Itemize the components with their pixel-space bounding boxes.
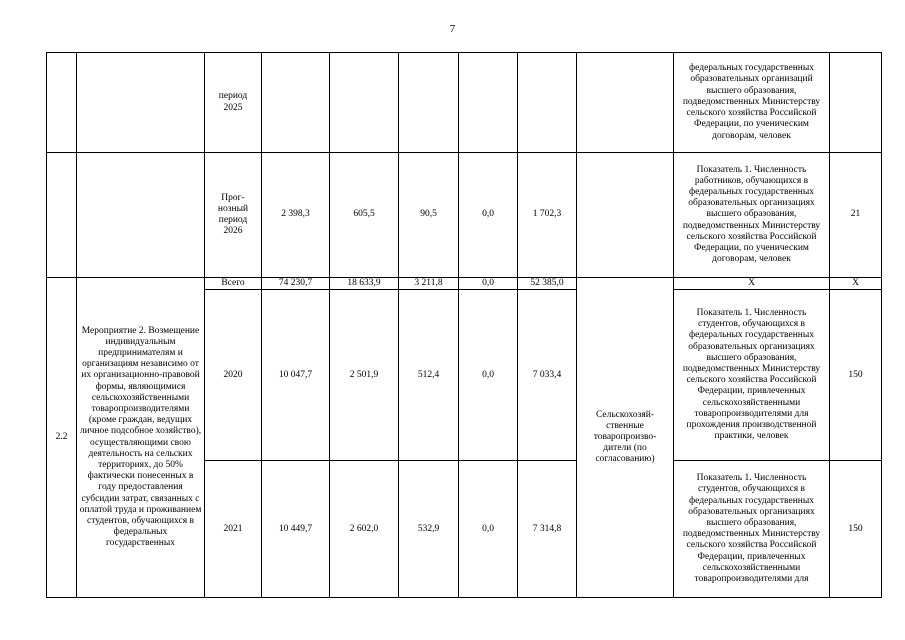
executor-cell — [577, 53, 674, 153]
indicator-value-cell — [830, 53, 882, 153]
total-cell: 2 398,3 — [262, 153, 330, 278]
measure-cell — [77, 153, 205, 278]
indicator-cell: Х — [674, 278, 830, 290]
indicator-cell: федеральных государственных образовательных организаций высшего образования, подведомственных Министерству сельского хозяйства Российской Федерации, по ученическим договорам, человек — [674, 53, 830, 153]
table-row-measure-2-total — [47, 278, 882, 290]
total-cell: 10 449,7 — [262, 461, 330, 598]
indicator-cell: Показатель 1. Численность студентов, обучающихся в федеральных государственных образовательных организациях высшего образования, подведомственных Министерству сельского хозяйства Российской Федерации, привлеченных сельскохозяйственными товаропроизводителями для — [674, 461, 830, 598]
local-budget-cell: 0,0 — [459, 461, 518, 598]
regional-budget-cell: 90,5 — [399, 153, 459, 278]
item-number-cell — [47, 153, 77, 278]
table-row-period-2026 — [47, 153, 882, 278]
indicator-value-cell: 150 — [830, 290, 882, 461]
local-budget-cell — [459, 53, 518, 153]
local-budget-cell: 0,0 — [459, 278, 518, 290]
indicator-value-cell: Х — [830, 278, 882, 290]
period-cell: 2021 — [205, 461, 262, 598]
total-cell: 10 047,7 — [262, 290, 330, 461]
measure-cell: Мероприятие 2. Возмещение индивидуальным предпринимателям и организациям независимо от их организационно-правовой формы, являющимися сельскохозяйственными товаропроизводителями (кроме граждан, ведущих личное подсобное хозяйство), осуществляющими свою деятельность на сельских территориях, до 50% фактически понесенных в году предоставления субсидии затрат, связанных с оплатой труда и проживанием студентов, обучающихся в федеральных государственных — [77, 278, 205, 598]
federal-budget-cell: 18 633,9 — [330, 278, 399, 290]
extrabudgetary-cell — [518, 53, 577, 153]
extrabudgetary-cell: 7 314,8 — [518, 461, 577, 598]
table-row-period-2025 — [47, 53, 882, 153]
total-cell: 74 230,7 — [262, 278, 330, 290]
indicator-cell: Показатель 1. Численность студентов, обучающихся в федеральных государственных образовательных организациях высшего образования, подведомственных Министерству сельского хозяйства Российской Федерации, привлеченных сельскохозяйственными товаропроизводителями для прохождения производственной практики, человек — [674, 290, 830, 461]
period-cell: период 2025 — [205, 53, 262, 153]
indicator-value-cell: 150 — [830, 461, 882, 598]
regional-budget-cell: 3 211,8 — [399, 278, 459, 290]
executor-cell — [577, 153, 674, 278]
federal-budget-cell: 2 602,0 — [330, 461, 399, 598]
item-number-cell: 2.2 — [47, 278, 77, 598]
extrabudgetary-cell: 7 033,4 — [518, 290, 577, 461]
program-table — [46, 52, 882, 598]
regional-budget-cell — [399, 53, 459, 153]
indicator-value-cell: 21 — [830, 153, 882, 278]
period-cell: Всего — [205, 278, 262, 290]
federal-budget-cell: 605,5 — [330, 153, 399, 278]
federal-budget-cell — [330, 53, 399, 153]
measure-cell — [77, 53, 205, 153]
regional-budget-cell: 512,4 — [399, 290, 459, 461]
item-number-cell — [47, 53, 77, 153]
page-number: 7 — [449, 23, 456, 35]
extrabudgetary-cell: 52 385,0 — [518, 278, 577, 290]
extrabudgetary-cell: 1 702,3 — [518, 153, 577, 278]
executor-cell: Сельскохозяй- ственные товаропроизво- дители (по согласованию) — [577, 278, 674, 598]
federal-budget-cell: 2 501,9 — [330, 290, 399, 461]
regional-budget-cell: 532,9 — [399, 461, 459, 598]
total-cell — [262, 53, 330, 153]
local-budget-cell: 0,0 — [459, 153, 518, 278]
indicator-cell: Показатель 1. Численность работников, обучающихся в федеральных государственных образовательных организациях высшего образования, подведомственных Министерству сельского хозяйства Российской Федерации, по ученическим договорам, человек — [674, 153, 830, 278]
period-cell: Прог- нозный период 2026 — [205, 153, 262, 278]
local-budget-cell: 0,0 — [459, 290, 518, 461]
period-cell: 2020 — [205, 290, 262, 461]
